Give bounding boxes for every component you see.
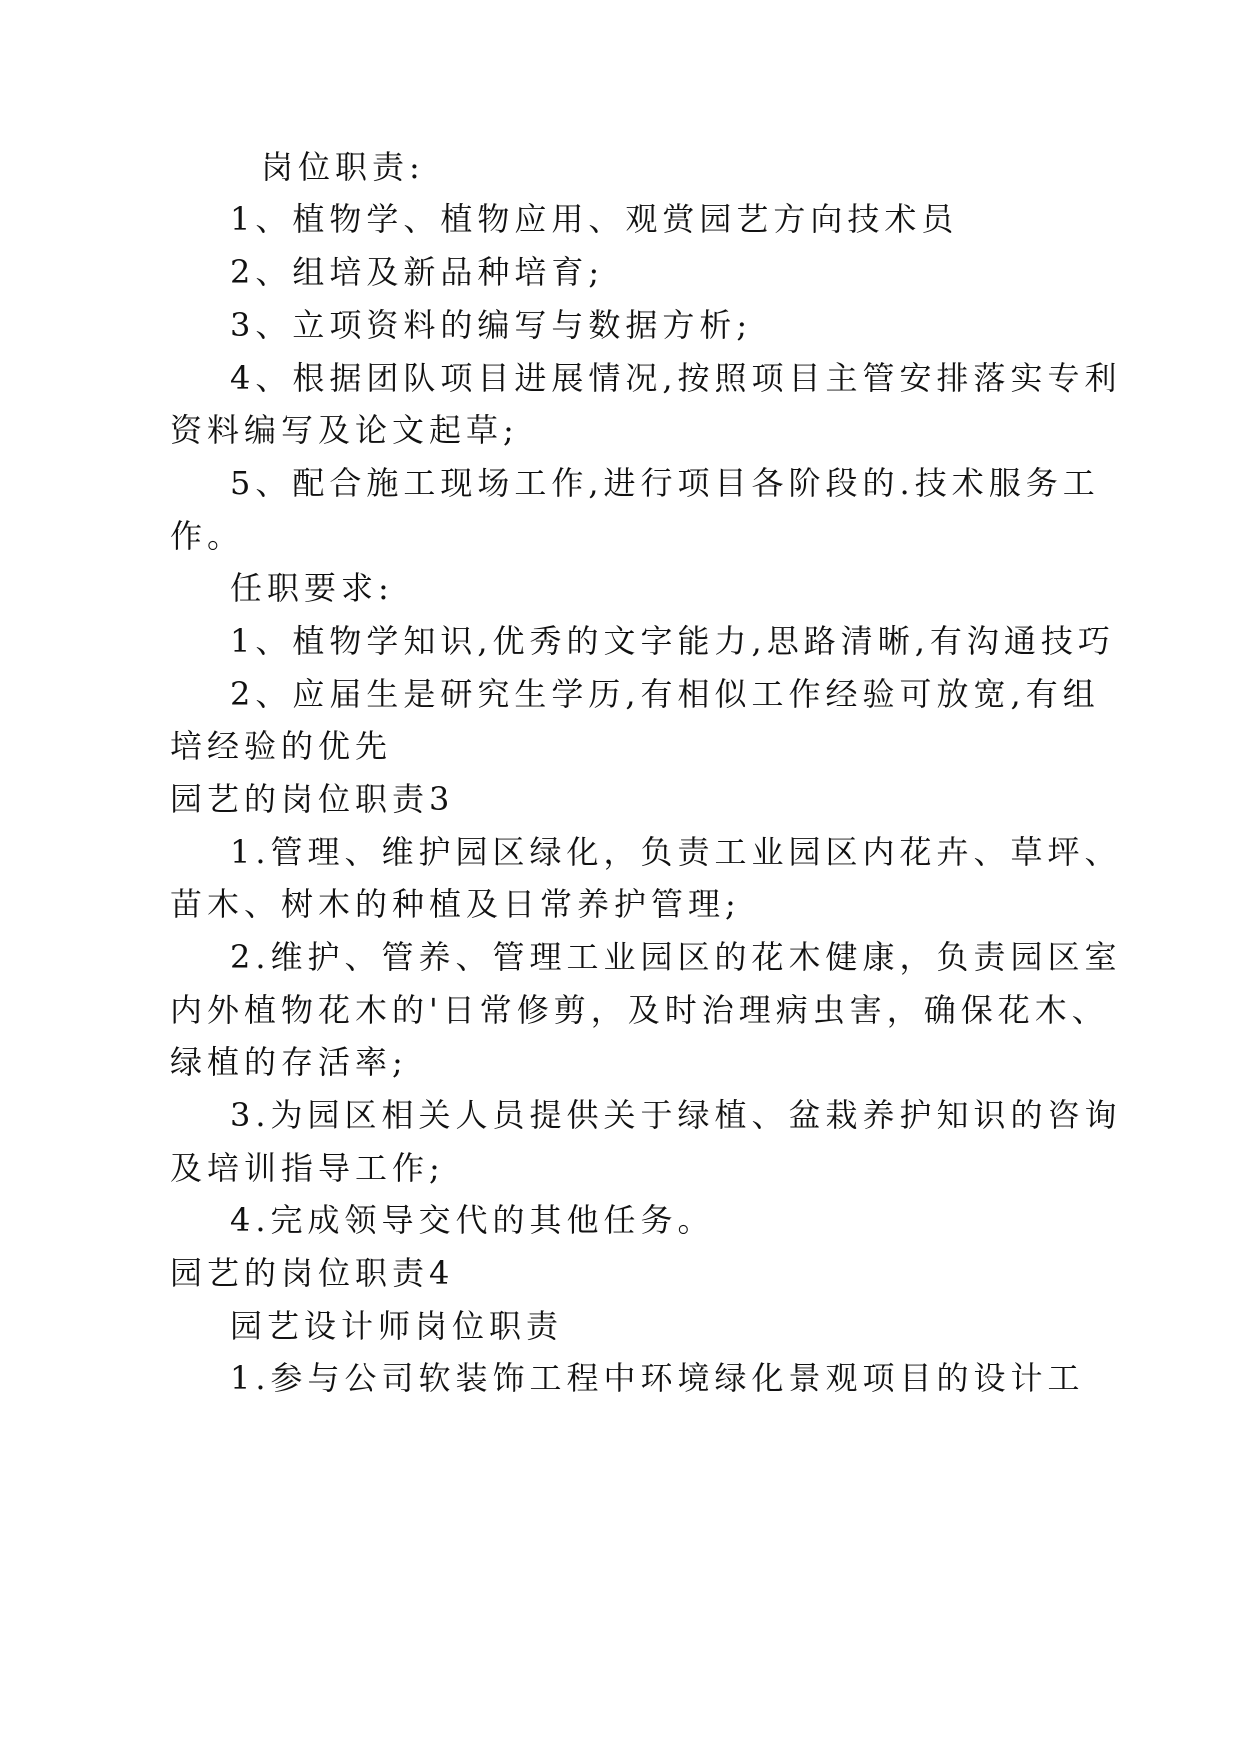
paragraph-line: 2、组培及新品种培育; [230, 253, 605, 291]
paragraph-line: 培经验的优先 [170, 727, 393, 765]
section-heading: 岗位职责: [261, 148, 425, 186]
paragraph-line: 2.维护、管养、管理工业园区的花木健康，负责园区室 [230, 938, 1122, 976]
paragraph-line: 5、配合施工现场工作,进行项目各阶段的.技术服务工 [230, 464, 1100, 502]
paragraph-line: 1、植物学、植物应用、观赏园艺方向技术员 [230, 200, 959, 238]
paragraph-line: 2、应届生是研究生学历,有相似工作经验可放宽,有组 [230, 675, 1100, 713]
section-heading: 园艺设计师岗位职责 [230, 1307, 564, 1345]
paragraph-line: 1.管理、维护园区绿化，负责工业园区内花卉、草坪、 [230, 833, 1122, 871]
section-title: 园艺的岗位职责3 [170, 780, 455, 818]
paragraph-line: 1.参与公司软装饰工程中环境绿化景观项目的设计工 [230, 1359, 1085, 1397]
paragraph-line: 苗木、树木的种植及日常养护管理; [170, 885, 741, 923]
paragraph-line: 内外植物花木的'日常修剪，及时治理病虫害，确保花木、 [170, 991, 1109, 1029]
paragraph-line: 4.完成领导交代的其他任务。 [230, 1201, 715, 1239]
paragraph-line: 3、立项资料的编写与数据方析; [230, 306, 753, 344]
paragraph-line: 作。 [170, 517, 245, 555]
paragraph-line: 及培训指导工作; [170, 1149, 445, 1187]
paragraph-line: 1、植物学知识,优秀的文字能力,思路清晰,有沟通技巧 [230, 622, 1115, 660]
paragraph-line: 4、根据团队项目进展情况,按照项目主管安排落实专利 [230, 359, 1122, 397]
paragraph-line: 绿植的存活率; [170, 1043, 408, 1081]
section-title: 园艺的岗位职责4 [170, 1254, 455, 1292]
paragraph-line: 资料编写及论文起草; [170, 411, 519, 449]
paragraph-line: 3.为园区相关人员提供关于绿植、盆栽养护知识的咨询 [230, 1096, 1122, 1134]
section-heading: 任职要求: [230, 569, 394, 607]
